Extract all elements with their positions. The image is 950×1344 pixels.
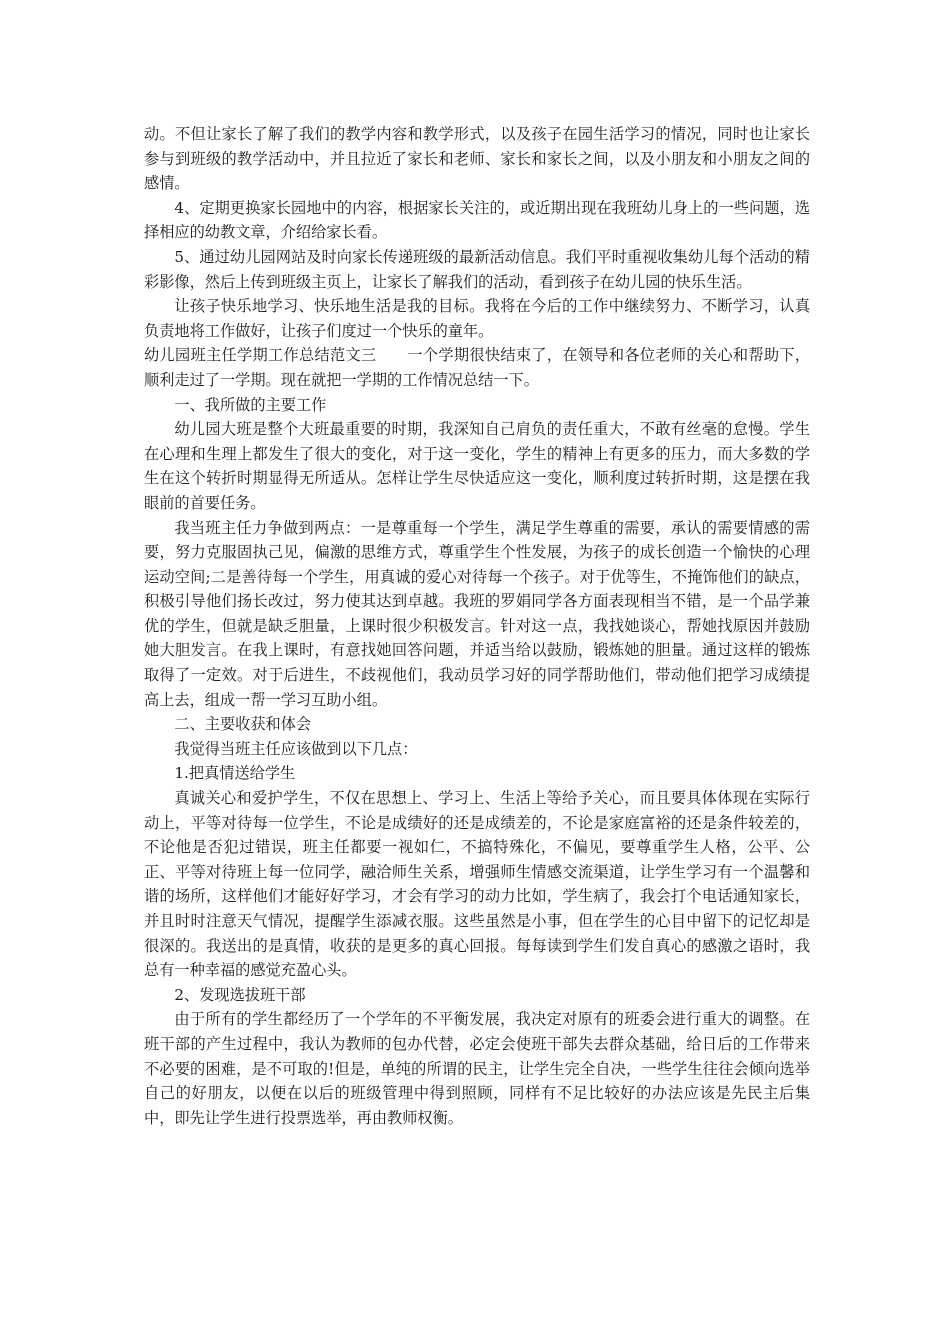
section-title-paragraph: 幼儿园班主任学期工作总结范文三 一个学期很快结束了，在领导和各位老师的关心和帮助下，顺利走过了一学期。现在就把一学期的工作情况总结一下。 — [144, 346, 810, 389]
section-heading: 一、我所做的主要工作 — [174, 395, 327, 414]
paragraph: 真诚关心和爱护学生，不仅在思想上、学习上、生活上等给予关心，而且要具体体现在实际行动上，平等对待每一位学生，不论是成绩好的还是成绩差的，不论是家庭富裕的还是条件较差的，不论他是否犯过错误，班主任都要一视如仁，不搞特殊化，不偏见，要尊重学生人格，公平、公正、平等对待班上每一位同学，融洽师生关系，增强师生情感交流渠道，让学生学习有一个温馨和谐的场所，这样他们才能好好学习，才会有学习的动力比如，学生病了，我会打个电话通知家长，并且时时注意天气情况，提醒学生添减衣服。这些虽然是小事，但在学生的心目中留下的记忆却是很深的。我送出的是真情，收获的是更多的真心回报。每每读到学生们发自真心的感激之语时，我总有一种幸福的感觉充盈心头。 — [144, 789, 810, 980]
paragraph: 由于所有的学生都经历了一个学年的不平衡发展，我决定对原有的班委会进行重大的调整。在班干部的产生过程中，我认为教师的包办代替，必定会使班干部失去群众基础，给日后的工作带来不必要的困难，是不可取的!但是，单纯的所谓的民主，让学生完全自决，一些学生往往会倾向选举自己的好朋友，以便在以后的班级管理中得到照顾，同样有不足比较好的办法应该是先民主后集中，即先让学生进行投票选举，再由教师权衡。 — [144, 1010, 810, 1127]
document-body — [144, 122, 810, 1130]
paragraph: 让孩子快乐地学习、快乐地生活是我的目标。我将在今后的工作中继续努力、不断学习，认真负责地将工作做好，让孩子们度过一个快乐的童年。 — [144, 297, 810, 340]
section-heading: 二、主要收获和体会 — [174, 715, 312, 734]
subsection-heading: 1.把真情送给学生 — [174, 764, 296, 783]
paragraph: 4、定期更换家长园地中的内容，根据家长关注的，或近期出现在我班幼儿身上的一些问题，选择相应的幼教文章，介绍给家长看。 — [144, 198, 810, 242]
paragraph: 我当班主任力争做到两点：一是尊重每一个学生，满足学生尊重的需要，承认的需要情感的需要，努力克服固执己见，偏激的思维方式，尊重学生个性发展，为孩子的成长创造一个愉快的心理运动空间;二是善待每一个学生，用真诚的爱心对待每一个孩子。对于优等生，不掩饰他们的缺点，积极引导他们扬长改过，努力使其达到卓越。我班的罗娟同学各方面表现相当不错，是一个品学兼优的学生，但就是缺乏胆量，上课时很少积极发言。针对这一点，我找她谈心，帮她找原因并鼓励她大胆发言。在我上课时，有意找她回答问题，并适当给以鼓励，锻炼她的胆量。通过这样的锻炼取得了一定效。对于后进生，不歧视他们，我动员学习好的同学帮助他们，带动他们把学习成绩提高上去，组成一帮一学习互助小组。 — [144, 518, 810, 709]
paragraph: 5、通过幼儿园网站及时向家长传递班级的最新活动信息。我们平时重视收集幼儿每个活动的精彩影像，然后上传到班级主页上，让家长了解我们的活动，看到孩子在幼儿园的快乐生活。 — [144, 247, 810, 291]
paragraph: 动。不但让家长了解了我们的教学内容和教学形式，以及孩子在园生活学习的情况，同时也让家长参与到班级的教学活动中，并且拉近了家长和老师、家长和家长之间，以及小朋友和小朋友之间的感情。 — [144, 125, 810, 193]
paragraph: 我觉得当班主任应该做到以下几点： — [174, 739, 418, 758]
subsection-heading: 2、发现选拔班干部 — [174, 985, 306, 1004]
paragraph: 幼儿园大班是整个大班最重要的时期，我深知自己肩负的责任重大，不敢有丝毫的怠慢。学生在心理和生理上都发生了很大的变化，对于这一变化，学生的精神上有更多的压力，而大多数的学生在这个转折时期显得无所适从。怎样让学生尽快适应这一变化，顺利度过转折时期，这是摆在我眼前的首要任务。 — [144, 420, 810, 512]
